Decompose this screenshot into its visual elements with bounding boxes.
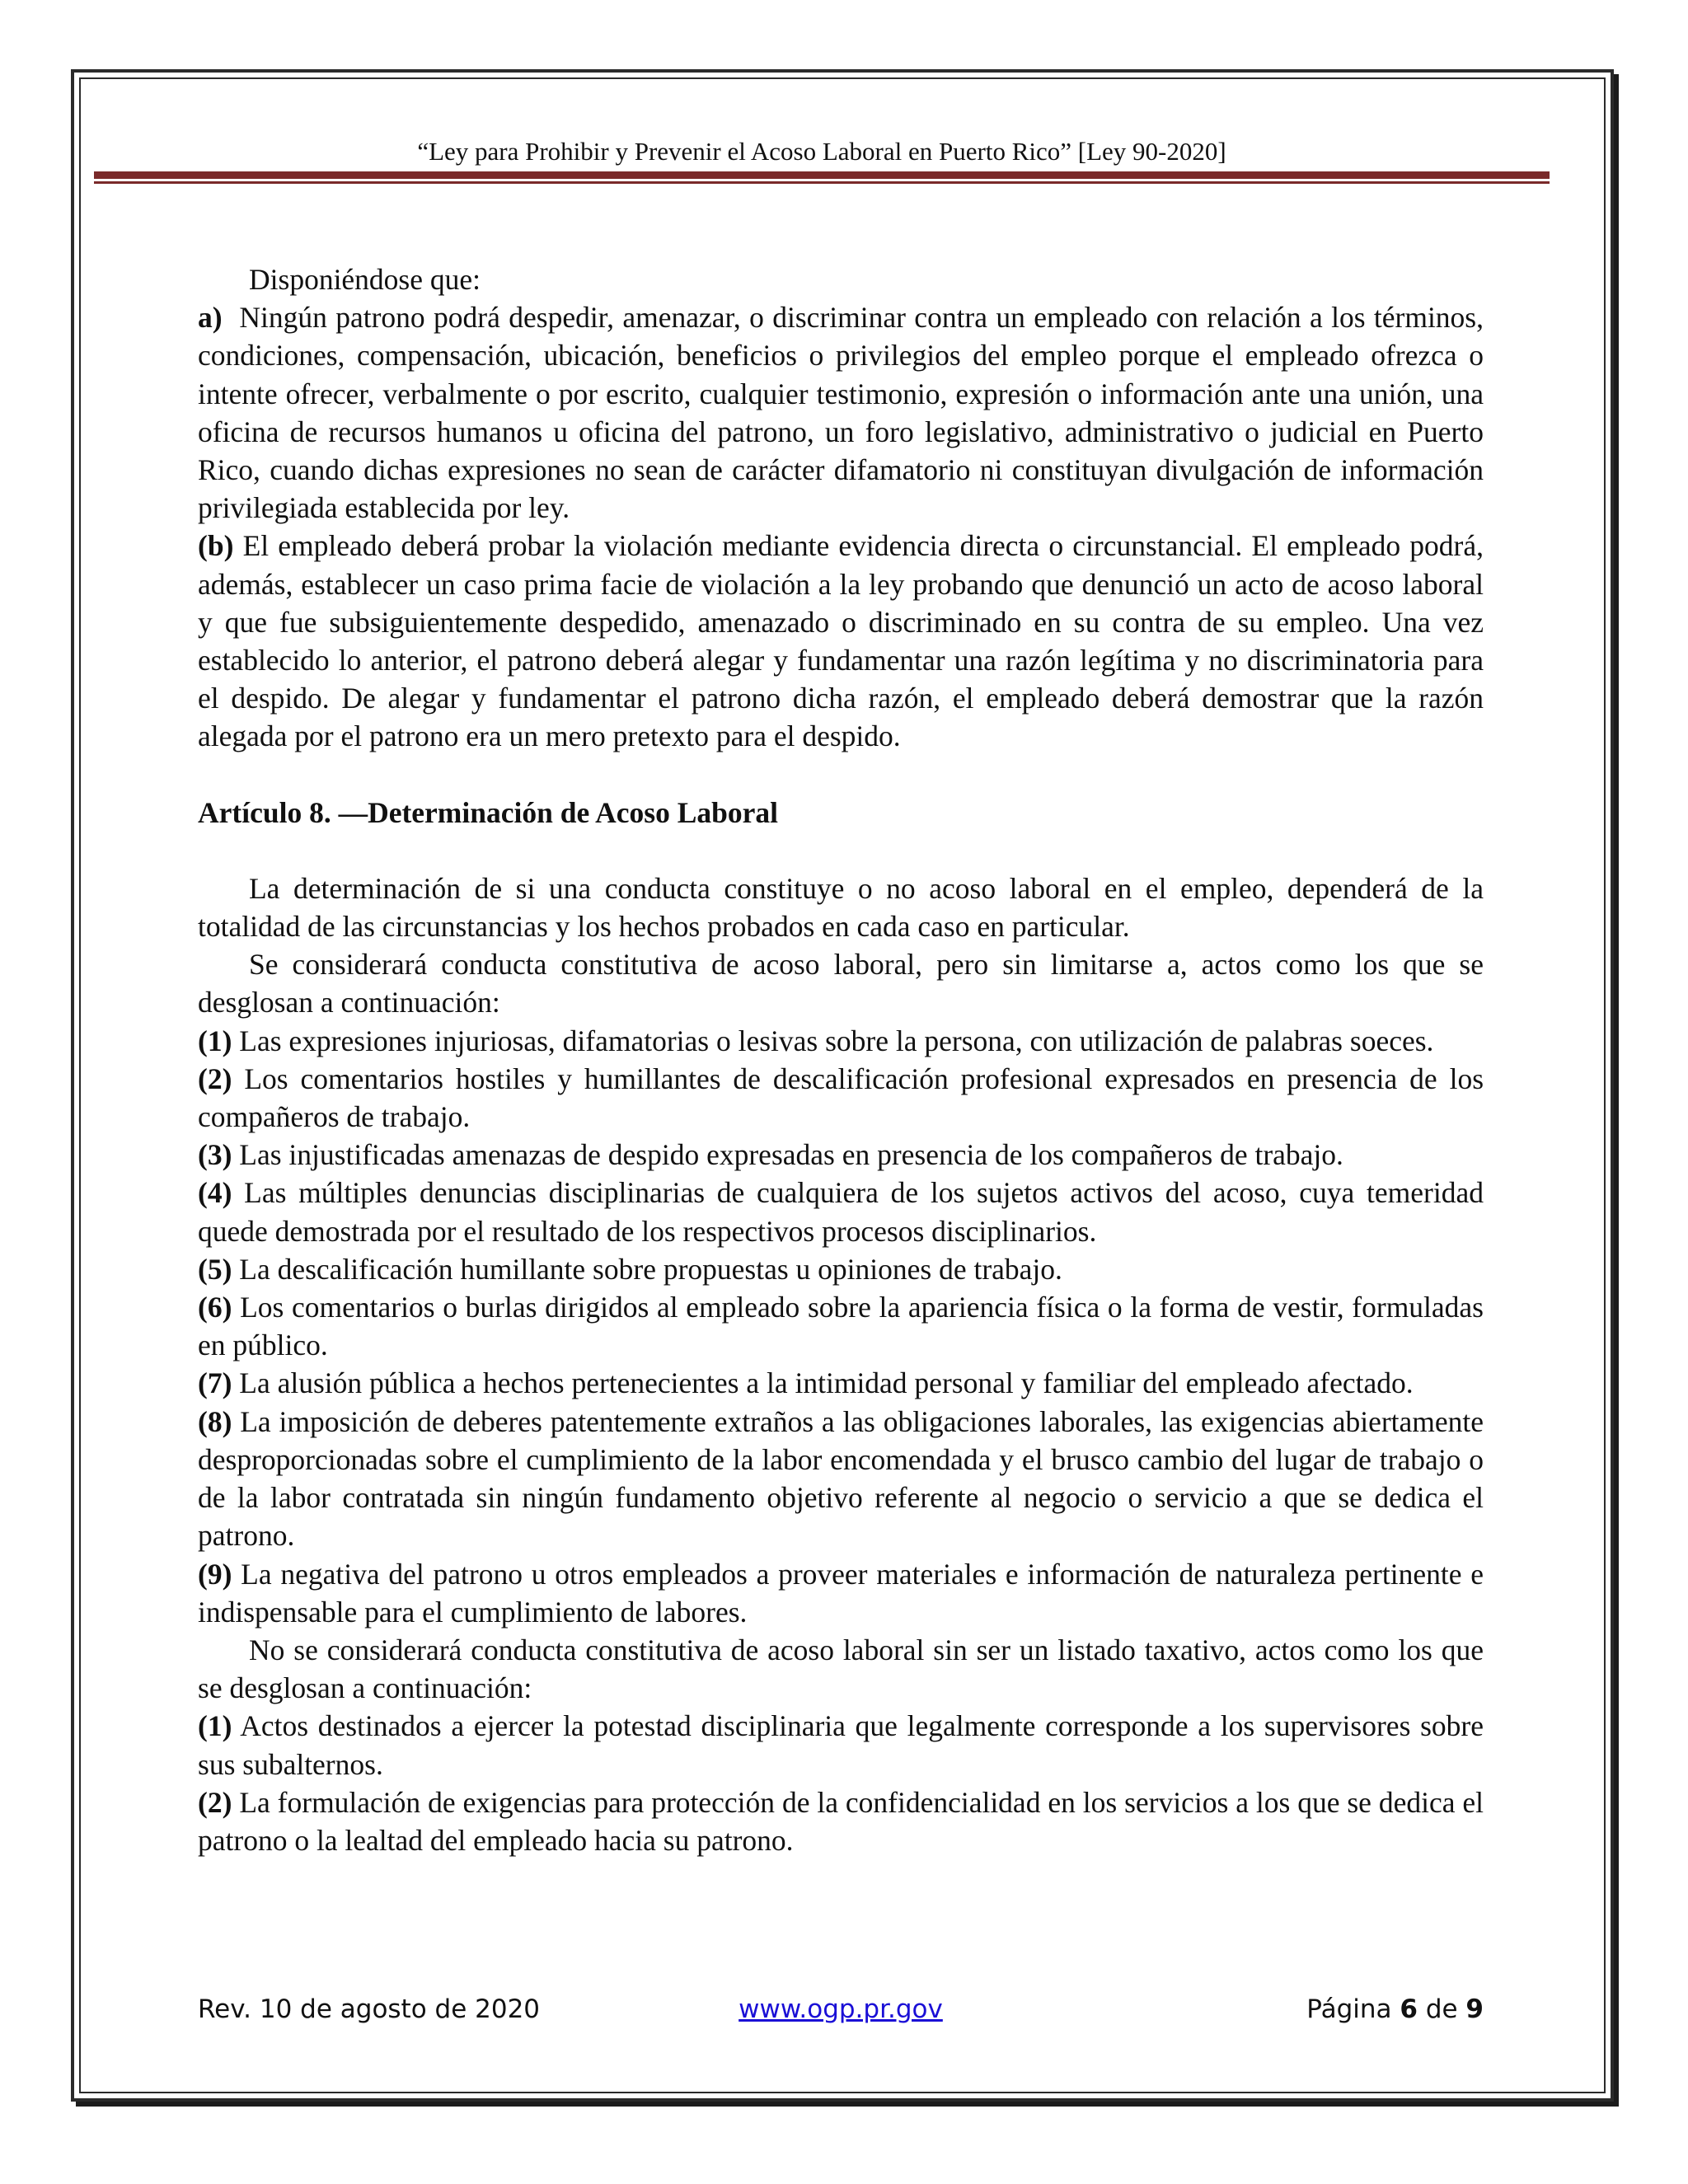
paragraph: Se considerará conducta constitutiva de acoso laboral, pero sin limitarse a, actos como los que se desglosan a continuación: xyxy=(198,948,1484,1019)
list-item-label: (6) xyxy=(198,1291,232,1324)
website-link[interactable]: www.ogp.pr.gov xyxy=(738,1994,943,2024)
list-item xyxy=(198,1707,1484,1783)
list-item-label: (1) xyxy=(198,1709,232,1743)
list-item-text: Los comentarios hostiles y humillantes de descalificación profesional expresados en presencia de los compañeros de trabajo. xyxy=(198,1062,1484,1134)
list-item xyxy=(198,1174,1484,1249)
list-item xyxy=(198,1364,1484,1402)
list-item-text: Las expresiones injuriosas, difamatorias o lesivas sobre la persona, con utilización de palabras soeces. xyxy=(239,1024,1434,1057)
document-body xyxy=(198,260,1484,1859)
exclusion-list xyxy=(198,1707,1484,1859)
article-heading: Artículo 8. —Determinación de Acoso Laboral xyxy=(198,795,779,829)
clause-b xyxy=(198,527,1484,755)
list-item-label: (4) xyxy=(198,1176,232,1210)
list-item-text: Actos destinados a ejercer la potestad disciplinaria que legalmente corresponde a los supervisores sobre sus subalternos. xyxy=(198,1709,1484,1781)
list-item-label: (1) xyxy=(198,1024,232,1057)
revision-date: Rev. 10 de agosto de 2020 xyxy=(198,1994,541,2024)
header-rule-thick xyxy=(94,171,1550,179)
clause-text: El empleado deberá probar la violación mediante evidencia directa o circunstancial. El empleado podrá, además, establecer un caso prima facie de violación a la ley probando que denunció un acto de acoso laboral y que fue subsiguientemente despedido, amenazado o discriminado en su contra de su empleo. Una vez establecido lo anterior, el patrono deberá alegar y fundamentar una razón legítima y no discriminatoria para el despido. De alegar y fundamentar el patrono dicha razón, el empleado deberá demostrar que la razón alegada por el patrono era un mero pretexto para el despido. xyxy=(198,529,1484,753)
list-item xyxy=(198,1022,1484,1060)
list-item-text: La alusión pública a hechos pertenecientes a la intimidad personal y familiar del empleado afectado. xyxy=(239,1366,1414,1400)
list-item-label: (5) xyxy=(198,1252,232,1286)
list-item-text: Las injustificadas amenazas de despido expresadas en presencia de los compañeros de trabajo. xyxy=(239,1138,1343,1172)
list-item xyxy=(198,1403,1484,1555)
list-item-label: (9) xyxy=(198,1557,232,1591)
page-number: Página 6 de 9 xyxy=(1306,1994,1484,2024)
list-item-text: Los comentarios o burlas dirigidos al empleado sobre la apariencia física o la forma de vestir, formuladas en público. xyxy=(198,1291,1484,1362)
paragraph: No se considerará conducta constitutiva de acoso laboral sin ser un listado taxativo, actos como los que se desglosan a continuación: xyxy=(198,1633,1484,1705)
list-item xyxy=(198,1783,1484,1859)
list-item-text: Las múltiples denuncias disciplinarias de cualquiera de los sujetos activos del acoso, cuya temeridad quede demostrada por el resultado de los respectivos procesos disciplinarios. xyxy=(198,1176,1484,1248)
paragraph: La determinación de si una conducta constituye o no acoso laboral en el empleo, dependerá de la totalidad de las circunstancias y los hechos probados en cada caso en particular. xyxy=(198,871,1484,944)
list-item xyxy=(198,1136,1484,1174)
list-item xyxy=(198,1250,1484,1288)
clause-a xyxy=(198,298,1484,527)
running-header: “Ley para Prohibir y Prevenir el Acoso Laboral en Puerto Rico” [Ley 90-2020] xyxy=(417,137,1226,166)
header-rule-thin xyxy=(94,181,1550,184)
conduct-list xyxy=(198,1022,1484,1631)
list-item-label: (2) xyxy=(198,1062,232,1095)
clause-text: Ningún patrono podrá despedir, amenazar, o discriminar contra un empleado con relación a los términos, condiciones, compensación, ubicación, beneficios o privilegios del empleo porque el empleado ofrezca o intente ofrecer, verbalmente o por escrito, cualquier testimonio, expresión o información ante una unión, una oficina de recursos humanos u oficina del patrono, un foro legislativo, administrativo o judicial en Puerto Rico, cuando dichas expresiones no sean de carácter difamatorio ni constituyan divulgación de información privilegiada establecida por ley. xyxy=(198,301,1484,525)
list-item-label: (8) xyxy=(198,1404,232,1438)
intro-paragraph: Disponiéndose que: xyxy=(249,263,481,296)
list-item-label: (7) xyxy=(198,1366,232,1400)
list-item-text: La formulación de exigencias para protección de la confidencialidad en los servicios a los que se dedica el patrono o la lealtad del empleado hacia su patrono. xyxy=(198,1785,1484,1857)
clause-label: a) xyxy=(198,301,223,335)
list-item-text: La negativa del patrono u otros empleados a proveer materiales e información de naturaleza pertinente e indispensable para el cumplimiento de labores. xyxy=(198,1557,1484,1629)
list-item xyxy=(198,1288,1484,1364)
list-item xyxy=(198,1060,1484,1136)
list-item xyxy=(198,1555,1484,1631)
clause-label: (b) xyxy=(198,529,234,563)
list-item-label: (2) xyxy=(198,1785,232,1819)
list-item-label: (3) xyxy=(198,1138,232,1172)
list-item-text: La imposición de deberes patentemente extraños a las obligaciones laborales, las exigencias abiertamente desproporcionadas sobre el cumplimiento de la labor encomendada y el brusco cambio del lugar de trabajo o de la labor contratada sin ningún fundamento objetivo referente al negocio o servicio a que se dedica el patrono. xyxy=(198,1404,1484,1553)
list-item-text: La descalificación humillante sobre propuestas u opiniones de trabajo. xyxy=(239,1252,1062,1286)
